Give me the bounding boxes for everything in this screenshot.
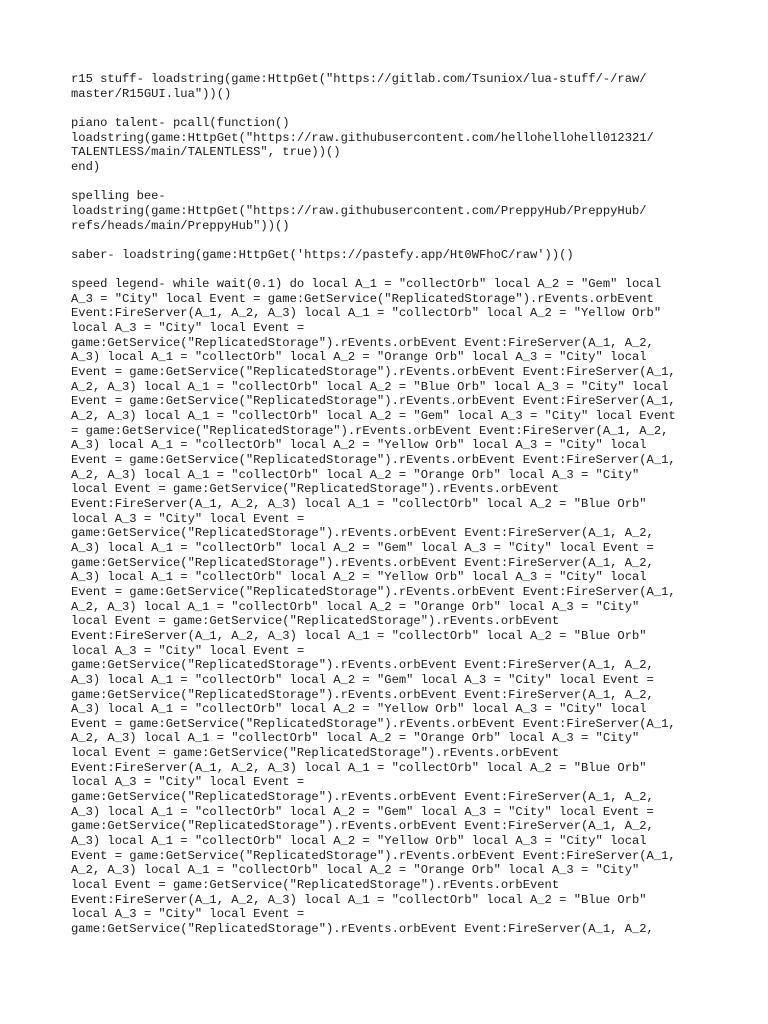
text-line: local A_3 = "City" local Event = bbox=[71, 321, 305, 336]
text-line: spelling bee- bbox=[71, 189, 166, 204]
text-line: TALENTLESS/main/TALENTLESS", true))() bbox=[71, 145, 341, 160]
text-line: A_3) local A_1 = "collectOrb" local A_2 = "Yellow Orb" local A_3 = "City" local bbox=[71, 834, 647, 849]
text-line: A_3) local A_1 = "collectOrb" local A_2 = "Gem" local A_3 = "City" local Event = bbox=[71, 672, 654, 687]
text-line: local A_3 = "City" local Event = bbox=[71, 775, 305, 790]
paragraph-r15-stuff bbox=[71, 72, 731, 101]
text-line: game:GetService("ReplicatedStorage").rEvents.orbEvent Event:FireServer(A_1, A_2, bbox=[71, 687, 654, 702]
text-line: game:GetService("ReplicatedStorage").rEvents.orbEvent Event:FireServer(A_1, A_2, bbox=[71, 819, 654, 834]
text-line: game:GetService("ReplicatedStorage").rEvents.orbEvent Event:FireServer(A_1, A_2, bbox=[71, 658, 654, 673]
text-line: Event:FireServer(A_1, A_2, A_3) local A_1 = "collectOrb" local A_2 = "Blue Orb" bbox=[71, 760, 647, 775]
text-line: Event = game:GetService("ReplicatedStorage").rEvents.orbEvent Event:FireServer(A_1, bbox=[71, 848, 676, 863]
text-line: piano talent- pcall(function() bbox=[71, 115, 290, 130]
text-line: game:GetService("ReplicatedStorage").rEvents.orbEvent Event:FireServer(A_1, A_2, bbox=[71, 555, 654, 570]
text-line: = game:GetService("ReplicatedStorage").rEvents.orbEvent Event:FireServer(A_1, A_2, bbox=[71, 423, 669, 438]
text-line: A_2, A_3) local A_1 = "collectOrb" local A_2 = "Orange Orb" local A_3 = "City" bbox=[71, 731, 640, 746]
paragraph-speed-legend bbox=[71, 277, 731, 937]
text-line: game:GetService("ReplicatedStorage").rEvents.orbEvent Event:FireServer(A_1, A_2, bbox=[71, 335, 654, 350]
text-line: A_3) local A_1 = "collectOrb" local A_2 = "Gem" local A_3 = "City" local Event = bbox=[71, 804, 654, 819]
text-line: master/R15GUI.lua"))() bbox=[71, 86, 232, 101]
text-line: local Event = game:GetService("ReplicatedStorage").rEvents.orbEvent bbox=[71, 482, 560, 497]
text-line: game:GetService("ReplicatedStorage").rEvents.orbEvent Event:FireServer(A_1, A_2, bbox=[71, 790, 654, 805]
text-line: game:GetService("ReplicatedStorage").rEvents.orbEvent Event:FireServer(A_1, A_2, bbox=[71, 526, 654, 541]
text-line: local Event = game:GetService("ReplicatedStorage").rEvents.orbEvent bbox=[71, 878, 560, 893]
text-line: A_2, A_3) local A_1 = "collectOrb" local A_2 = "Blue Orb" local A_3 = "City" local bbox=[71, 379, 669, 394]
text-line: Event = game:GetService("ReplicatedStorage").rEvents.orbEvent Event:FireServer(A_1, bbox=[71, 453, 676, 467]
text-line: A_2, A_3) local A_1 = "collectOrb" local A_2 = "Orange Orb" local A_3 = "City" bbox=[71, 863, 640, 878]
text-line: local A_3 = "City" local Event = bbox=[71, 907, 305, 922]
document-page bbox=[71, 72, 731, 951]
text-line: speed legend- while wait(0.1) do local A_1 = "collectOrb" local A_2 = "Gem" local bbox=[71, 277, 662, 292]
text-line: Event:FireServer(A_1, A_2, A_3) local A_1 = "collectOrb" local A_2 = "Yellow Orb" bbox=[71, 306, 662, 321]
text-line: Event = game:GetService("ReplicatedStorage").rEvents.orbEvent Event:FireServer(A_1, bbox=[71, 584, 676, 599]
text-line: refs/heads/main/PreppyHub"))() bbox=[71, 218, 290, 233]
text-line: local Event = game:GetService("ReplicatedStorage").rEvents.orbEvent bbox=[71, 746, 560, 761]
text-line: Event = game:GetService("ReplicatedStorage").rEvents.orbEvent Event:FireServer(A_1, bbox=[71, 394, 676, 409]
text-line: A_2, A_3) local A_1 = "collectOrb" local A_2 = "Orange Orb" local A_3 = "City" bbox=[71, 599, 640, 614]
text-line: Event = game:GetService("ReplicatedStorage").rEvents.orbEvent Event:FireServer(A_1, bbox=[71, 365, 676, 380]
text-line: A_3) local A_1 = "collectOrb" local A_2 = "Yellow Orb" local A_3 = "City" local bbox=[71, 438, 647, 453]
text-line: Event:FireServer(A_1, A_2, A_3) local A_1 = "collectOrb" local A_2 = "Blue Orb" bbox=[71, 496, 647, 511]
text-line: loadstring(game:HttpGet("https://raw.githubusercontent.com/PreppyHub/PreppyHub/ bbox=[71, 203, 647, 218]
text-line: r15 stuff- loadstring(game:HttpGet("https://gitlab.com/Tsuniox/lua-stuff/-/raw/ bbox=[71, 72, 647, 86]
text-line: A_3) local A_1 = "collectOrb" local A_2 = "Yellow Orb" local A_3 = "City" local bbox=[71, 702, 647, 717]
text-line: saber- loadstring(game:HttpGet('https://pastefy.app/Ht0WFhoC/raw'))() bbox=[71, 247, 574, 262]
text-line: local A_3 = "City" local Event = bbox=[71, 643, 305, 658]
text-line: A_2, A_3) local A_1 = "collectOrb" local A_2 = "Orange Orb" local A_3 = "City" bbox=[71, 467, 640, 482]
text-line: A_3) local A_1 = "collectOrb" local A_2 = "Gem" local A_3 = "City" local Event = bbox=[71, 540, 654, 555]
paragraph-saber bbox=[71, 248, 731, 263]
text-line: end) bbox=[71, 159, 101, 174]
text-line: Event:FireServer(A_1, A_2, A_3) local A_1 = "collectOrb" local A_2 = "Blue Orb" bbox=[71, 628, 647, 643]
text-line: local Event = game:GetService("ReplicatedStorage").rEvents.orbEvent bbox=[71, 614, 560, 629]
text-line: A_3) local A_1 = "collectOrb" local A_2 = "Yellow Orb" local A_3 = "City" local bbox=[71, 570, 647, 585]
text-line: loadstring(game:HttpGet("https://raw.githubusercontent.com/hellohellohell012321/ bbox=[71, 130, 654, 145]
text-line: Event:FireServer(A_1, A_2, A_3) local A_1 = "collectOrb" local A_2 = "Blue Orb" bbox=[71, 892, 647, 907]
paragraph-piano-talent bbox=[71, 116, 731, 175]
text-line: A_3 = "City" local Event = game:GetService("ReplicatedStorage").rEvents.orbEvent bbox=[71, 291, 654, 306]
text-line: Event = game:GetService("ReplicatedStorage").rEvents.orbEvent Event:FireServer(A_1, bbox=[71, 716, 676, 731]
text-line: A_2, A_3) local A_1 = "collectOrb" local A_2 = "Gem" local A_3 = "City" local Event bbox=[71, 409, 676, 424]
text-line: A_3) local A_1 = "collectOrb" local A_2 = "Orange Orb" local A_3 = "City" local bbox=[71, 350, 647, 365]
text-line: local A_3 = "City" local Event = bbox=[71, 511, 305, 526]
paragraph-spelling-bee bbox=[71, 189, 731, 233]
text-line: game:GetService("ReplicatedStorage").rEvents.orbEvent Event:FireServer(A_1, A_2, bbox=[71, 922, 654, 936]
